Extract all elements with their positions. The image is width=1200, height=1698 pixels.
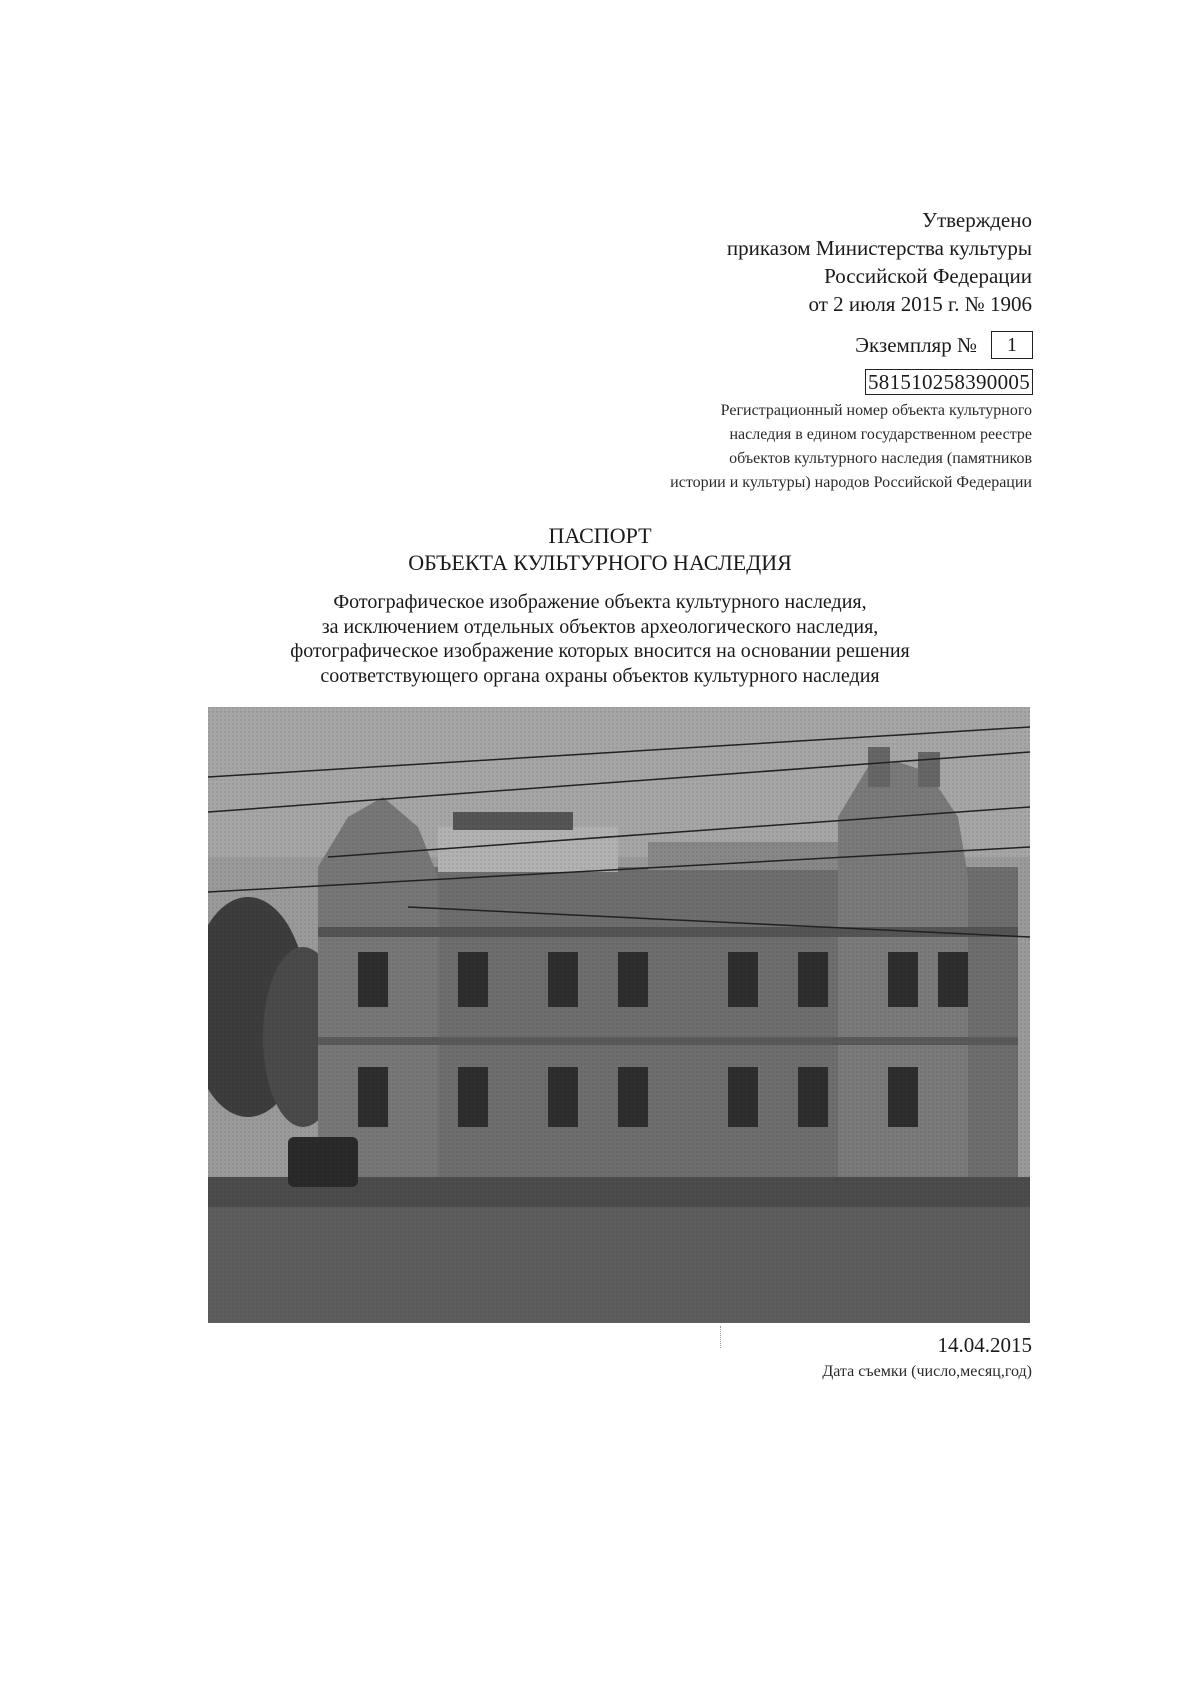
photo-description [220, 590, 980, 688]
registration-note-line: наследия в едином государственном реестре [729, 426, 1032, 443]
registration-note-line: истории и культуры) народов Российской Федерации [670, 474, 1032, 491]
approval-block [727, 206, 1032, 318]
registration-note-line: объектов культурного наследия (памятников [729, 450, 1032, 467]
copy-number-row [855, 331, 1033, 359]
copy-label: Экземпляр № [855, 332, 977, 357]
document-title: ПАСПОРТ [548, 523, 652, 548]
description-line: за исключением отдельных объектов археологического наследия, [321, 615, 879, 638]
building-photo [208, 707, 1030, 1323]
description-line: фотографическое изображение которых вносится на основании решения [290, 640, 910, 662]
shooting-date-label: Дата съемки (число,месяц,год) [822, 1363, 1032, 1380]
registration-note-line: Регистрационный номер объекта культурного [720, 402, 1032, 419]
registration-note [562, 399, 1032, 495]
scan-mark [720, 1326, 722, 1348]
description-line: Фотографическое изображение объекта культурного наследия, [333, 591, 867, 613]
approval-line: приказом Министерства культуры [726, 236, 1032, 260]
document-subtitle: ОБЪЕКТА КУЛЬТУРНОГО НАСЛЕДИЯ [408, 550, 792, 575]
approval-line: Российской Федерации [824, 264, 1032, 288]
copy-number-box: 1 [991, 331, 1033, 359]
shooting-date: 14.04.2015 [937, 1333, 1032, 1357]
approval-line: Утверждено [922, 208, 1032, 232]
description-line: соответствующего органа охраны объектов культурного наследия [320, 664, 880, 687]
approval-line: от 2 июля 2015 г. № 1906 [808, 292, 1032, 316]
registration-number: 581510258390005 [865, 369, 1033, 395]
